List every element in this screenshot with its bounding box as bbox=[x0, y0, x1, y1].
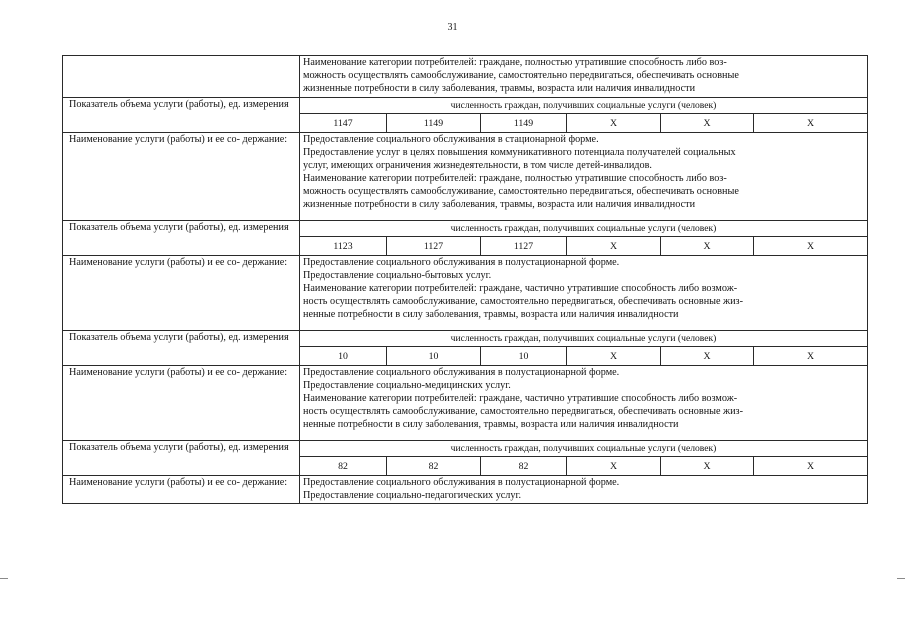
volume-value-cell: X bbox=[567, 347, 661, 366]
description-line: жизненные потребности в силу заболевания, травмы, возраста или наличия инвалидности bbox=[303, 83, 696, 94]
description-line: Наименование категории потребителей: граждане, частично утратившие способность либо возмож- bbox=[303, 283, 738, 294]
service-row bbox=[63, 256, 868, 331]
description-line: можность осуществлять самообслуживание, самостоятельно передвигаться, обеспечивать основные bbox=[303, 70, 739, 81]
volume-value-cell: 10 bbox=[300, 347, 387, 366]
description-line: Наименование категории потребителей: граждане, полностью утратившие способность либо воз- bbox=[303, 173, 727, 184]
description-line: Предоставление услуг в целях повышения коммуникативного потенциала получателей социальных bbox=[303, 147, 736, 158]
description-line: можность осуществлять самообслуживание, самостоятельно передвигаться, обеспечивать основные bbox=[303, 186, 739, 197]
volume-value-cell: X bbox=[754, 114, 868, 133]
volume-value-cell: 10 bbox=[481, 347, 567, 366]
page-number: 31 bbox=[447, 22, 458, 33]
volume-unit: численность граждан, получивших социальные услуги (человек) bbox=[300, 441, 868, 457]
description-line: Предоставление социального обслуживания в полустационарной форме. bbox=[303, 257, 620, 268]
service-name-label: Наименование услуги (работы) и ее со- держание: bbox=[63, 133, 300, 221]
volume-value-cell: 82 bbox=[387, 457, 481, 476]
service-description bbox=[300, 366, 868, 441]
service-description bbox=[300, 133, 868, 221]
volume-unit: численность граждан, получивших социальные услуги (человек) bbox=[300, 98, 868, 114]
category-description bbox=[300, 56, 868, 98]
service-name-label: Наименование услуги (работы) и ее со- держание: bbox=[63, 366, 300, 441]
description-line: Предоставление социально-бытовых услуг. bbox=[303, 270, 492, 281]
description-line: Наименование категории потребителей: граждане, частично утратившие способность либо возмож- bbox=[303, 393, 738, 404]
description-line: ность осуществлять самообслуживание, самостоятельно передвигаться, обеспечивать основные жиз- bbox=[303, 296, 743, 307]
volume-value-cell: X bbox=[754, 347, 868, 366]
volume-value-cell: X bbox=[661, 237, 754, 256]
volume-value-cell: 82 bbox=[481, 457, 567, 476]
description-line: ность осуществлять самообслуживание, самостоятельно передвигаться, обеспечивать основные жиз- bbox=[303, 406, 743, 417]
volume-unit: численность граждан, получивших социальные услуги (человек) bbox=[300, 331, 868, 347]
description-line: Предоставление социального обслуживания в полустационарной форме. bbox=[303, 367, 620, 378]
volume-value-cell: 1127 bbox=[481, 237, 567, 256]
volume-value-cell: X bbox=[567, 457, 661, 476]
description-line: ненные потребности в силу заболевания, травмы, возраста или наличия инвалидности bbox=[303, 309, 679, 320]
service-name-label: Наименование услуги (работы) и ее со- держание: bbox=[63, 476, 300, 504]
volume-header-row bbox=[63, 221, 868, 237]
volume-unit: численность граждан, получивших социальные услуги (человек) bbox=[300, 221, 868, 237]
volume-value-cell: X bbox=[754, 237, 868, 256]
volume-value-cell: 10 bbox=[387, 347, 481, 366]
volume-value-cell: 1147 bbox=[300, 114, 387, 133]
volume-header-row bbox=[63, 441, 868, 457]
service-row bbox=[63, 476, 868, 504]
volume-value-cell: 1123 bbox=[300, 237, 387, 256]
volume-value-cell: 82 bbox=[300, 457, 387, 476]
volume-value-cell: 1149 bbox=[387, 114, 481, 133]
volume-indicator-label: Показатель объема услуги (работы), ед. измерения bbox=[63, 221, 300, 256]
description-line: ненные потребности в силу заболевания, травмы, возраста или наличия инвалидности bbox=[303, 419, 679, 430]
service-row bbox=[63, 133, 868, 221]
volume-indicator-label: Показатель объема услуги (работы), ед. измерения bbox=[63, 98, 300, 133]
service-description bbox=[300, 256, 868, 331]
description-line: Предоставление социально-медицинских услуг. bbox=[303, 380, 511, 391]
service-description bbox=[300, 476, 868, 504]
description-line: Предоставление социального обслуживания в стационарной форме. bbox=[303, 134, 599, 145]
category-row bbox=[63, 56, 868, 98]
volume-value-cell: X bbox=[567, 237, 661, 256]
volume-value-cell: X bbox=[567, 114, 661, 133]
volume-value-cell: X bbox=[661, 347, 754, 366]
volume-value-cell: X bbox=[661, 457, 754, 476]
description-line: Предоставление социального обслуживания в полустационарной форме. bbox=[303, 477, 620, 488]
volume-indicator-label: Показатель объема услуги (работы), ед. измерения bbox=[63, 441, 300, 476]
service-name-label: Наименование услуги (работы) и ее со- держание: bbox=[63, 256, 300, 331]
services-table bbox=[62, 55, 868, 504]
empty-label-cell bbox=[63, 56, 300, 98]
description-line: Предоставление социально-педагогических услуг. bbox=[303, 490, 522, 501]
scan-edge-mark bbox=[897, 578, 905, 579]
description-line: жизненные потребности в силу заболевания, травмы, возраста или наличия инвалидности bbox=[303, 199, 696, 210]
volume-header-row bbox=[63, 331, 868, 347]
volume-value-cell: X bbox=[661, 114, 754, 133]
volume-indicator-label: Показатель объема услуги (работы), ед. измерения bbox=[63, 331, 300, 366]
volume-value-cell: 1149 bbox=[481, 114, 567, 133]
volume-value-cell: 1127 bbox=[387, 237, 481, 256]
scan-edge-mark bbox=[0, 578, 8, 579]
volume-value-cell: X bbox=[754, 457, 868, 476]
description-line: Наименование категории потребителей: граждане, полностью утратившие способность либо воз- bbox=[303, 57, 727, 68]
volume-header-row bbox=[63, 98, 868, 114]
description-line: услуг, имеющих ограничения жизнедеятельности, в том числе детей-инвалидов. bbox=[303, 160, 652, 171]
service-row bbox=[63, 366, 868, 441]
